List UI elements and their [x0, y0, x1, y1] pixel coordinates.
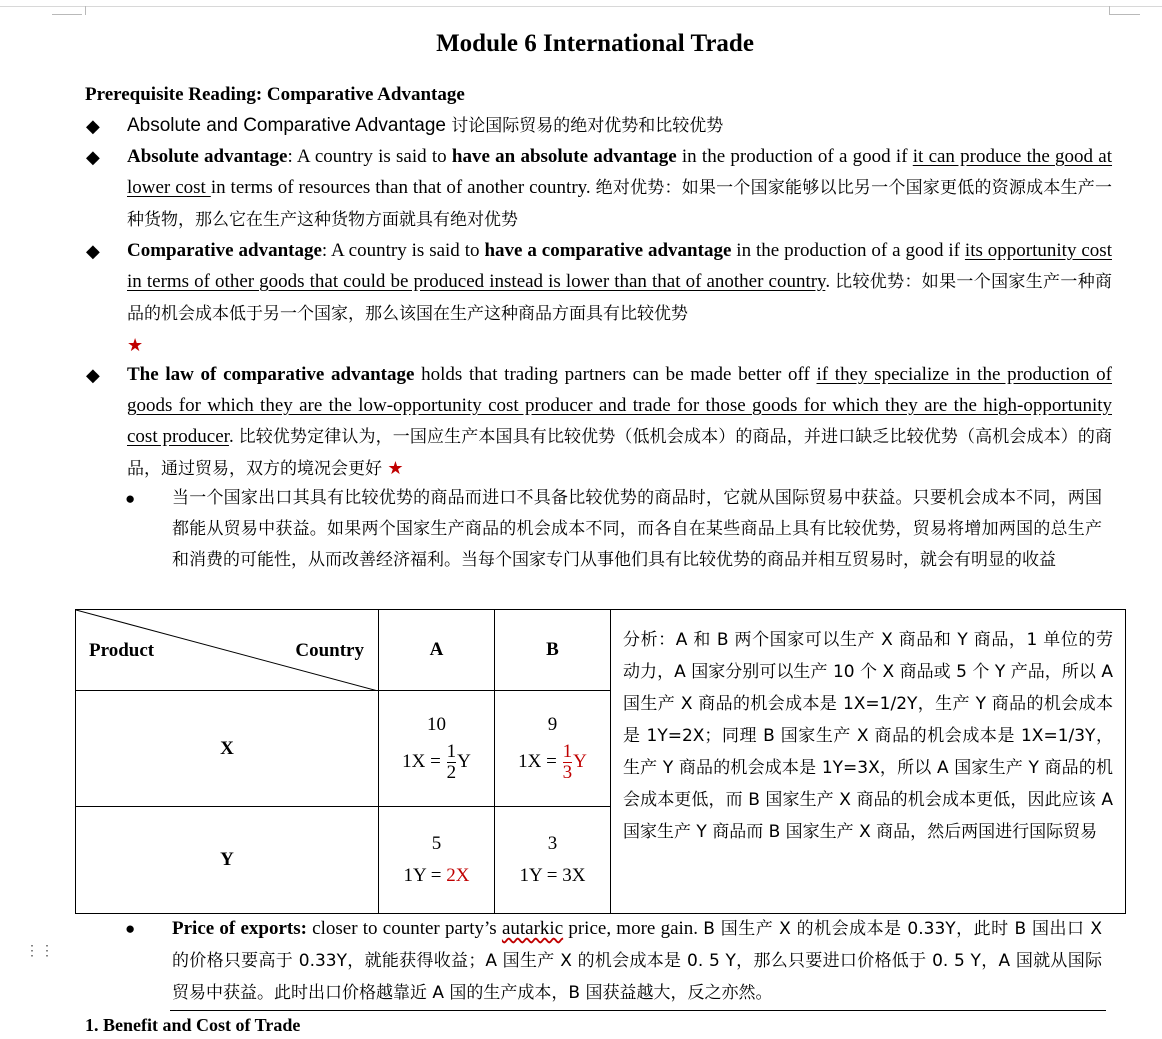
term-law-comparative: The law of comparative advantage [127, 364, 415, 385]
prereq-heading: Prerequisite Reading: Comparative Advantage [85, 84, 465, 105]
horizontal-rule [170, 1010, 1106, 1011]
margin-corner-mark [52, 14, 82, 15]
margin-corner-mark [85, 6, 86, 15]
bullet-absolute-advantage[interactable]: Absolute advantage: A country is said to have an absolute advantage in the production of a good if it can produce the good at lower cost in terms of resources than that of another country. 绝对优势：如果一个国家能够以比另一个国家更低的资源成本生产一种货物，那么它在生产这种货物方面就具有绝对优势 [127, 146, 1113, 230]
section-heading-benefit-cost: 1. Benefit and Cost of Trade [85, 1015, 301, 1035]
cell-a-y: 5 1Y = 2X [379, 807, 495, 914]
term-absolute-advantage: Absolute advantage [127, 146, 288, 167]
diamond-bullet-icon: ◆ [86, 365, 100, 385]
dot-bullet-icon: ● [125, 919, 136, 938]
bullet-law-of-comparative-advantage[interactable]: The law of comparative advantage holds that trading partners can be made better off if they specialize in the production of goods for which they are the low-opportunity cost producer and trade for those goods for which they are the high-opportunity cost producer. 比较优势定律认为，一国应生产本国具有比较优势（低机会成本）的商品，并进口缺乏比较优势（高机会成本）的商品，通过贸易，双方的境况会更好 ★ [127, 364, 1113, 479]
page-top-border [0, 6, 1162, 7]
bullet-comparative-advantage[interactable]: Comparative advantage: A country is said to have a comparative advantage in the production of a good if its opportunity cost in terms of other goods that could be produced instead is lower than that of another country. 比较优势：如果一个国家生产一种商品的机会成本低于另一个国家，那么该国在生产这种商品方面具有比较优势 ★ [127, 240, 1113, 356]
bullet-absolute-comparative[interactable]: Absolute and Comparative Advantage 讨论国际贸易的绝对优势和比较优势 [127, 115, 724, 136]
cell-b-x: 9 1X = $\frac{1}{3}$ Y [495, 691, 611, 807]
star-icon: ★ [127, 335, 144, 356]
sub-bullet-gains-from-trade[interactable]: 当一个国家出口其具有比较优势的商品而进口不具备比较优势的商品时，它就从国际贸易中获益。只要机会成本不同，两国都能从贸易中获益。如果两个国家生产商品的机会成本不同，而各自在某些商品上具有比较优势，贸易将增加两国的总生产和消费的可能性，从而改善经济福利。当每个国家专门从事他们具有比较优势的商品并相互贸易时，就会有明显的收益 [172, 488, 1102, 570]
margin-corner-mark [1110, 14, 1140, 15]
row-label-x: X [76, 691, 379, 807]
header-country-b: B [495, 610, 611, 691]
drag-handle-icon[interactable]: ⋮⋮ [25, 944, 55, 959]
header-country: Country [295, 640, 364, 661]
margin-corner-mark [1109, 6, 1110, 15]
fraction-highlight: $\frac{1}{3}$ [562, 741, 573, 783]
cell-b-y: 3 1Y = 3X [495, 807, 611, 914]
analysis-cell[interactable]: 分析：A 和 B 两个国家可以生产 X 商品和 Y 商品，1 单位的劳动力，A 国家分别可以生产 10 个 X 商品或 5 个 Y 产品，所以 A 国生产 X 商品的机会成本是 1X=1/2Y，生产 Y 商品的机会成本是 1Y=2X；同理 B 国家生产 X 商品的机会成本是 1X=1/3Y，生产 Y 商品的机会成本是 1Y=3X，所以 A 国家生产 Y 商品的机会成本更低，而 B 国家生产 X 商品的机会成本更低，因此应该 A 国家生产 Y 商品而 B 国家生产 X 商品，然后两国进行国际贸易 [611, 610, 1126, 914]
diamond-bullet-icon: ◆ [86, 116, 100, 136]
value-highlight: 2X [446, 865, 470, 886]
spellcheck-word[interactable]: autarkic [501, 918, 564, 939]
header-country-a: A [379, 610, 495, 691]
row-label-y: Y [76, 807, 379, 914]
table-header-product-country [76, 610, 379, 691]
term-comparative-advantage: Comparative advantage [127, 240, 322, 261]
diamond-bullet-icon: ◆ [86, 147, 100, 167]
star-icon: ★ [387, 458, 404, 479]
dot-bullet-icon: ● [125, 489, 136, 508]
fraction: $\frac{1}{2}$ [446, 741, 457, 783]
header-product: Product [89, 640, 155, 661]
page-title: Module 6 International Trade [436, 30, 754, 57]
diamond-bullet-icon: ◆ [86, 241, 100, 261]
cell-a-x: 10 1X = $\frac{1}{2}$ Y [379, 691, 495, 807]
sub-bullet-price-of-exports[interactable]: Price of exports: closer to counter party’s autarkic price, more gain. B 国生产 X 的机会成本是 0.33Y，此时 B 国出口 X 的价格只要高于 0.33Y，就能获得收益；A 国生产 X 的机会成本是 0. 5 Y，那么只要进口价格低于 0. 5 Y，A 国就从国际贸易中获益。此时出口价格越靠近 A 国的生产成本，B 国获益越大，反之亦然。 [172, 918, 1102, 1003]
opportunity-cost-table [75, 609, 1126, 914]
